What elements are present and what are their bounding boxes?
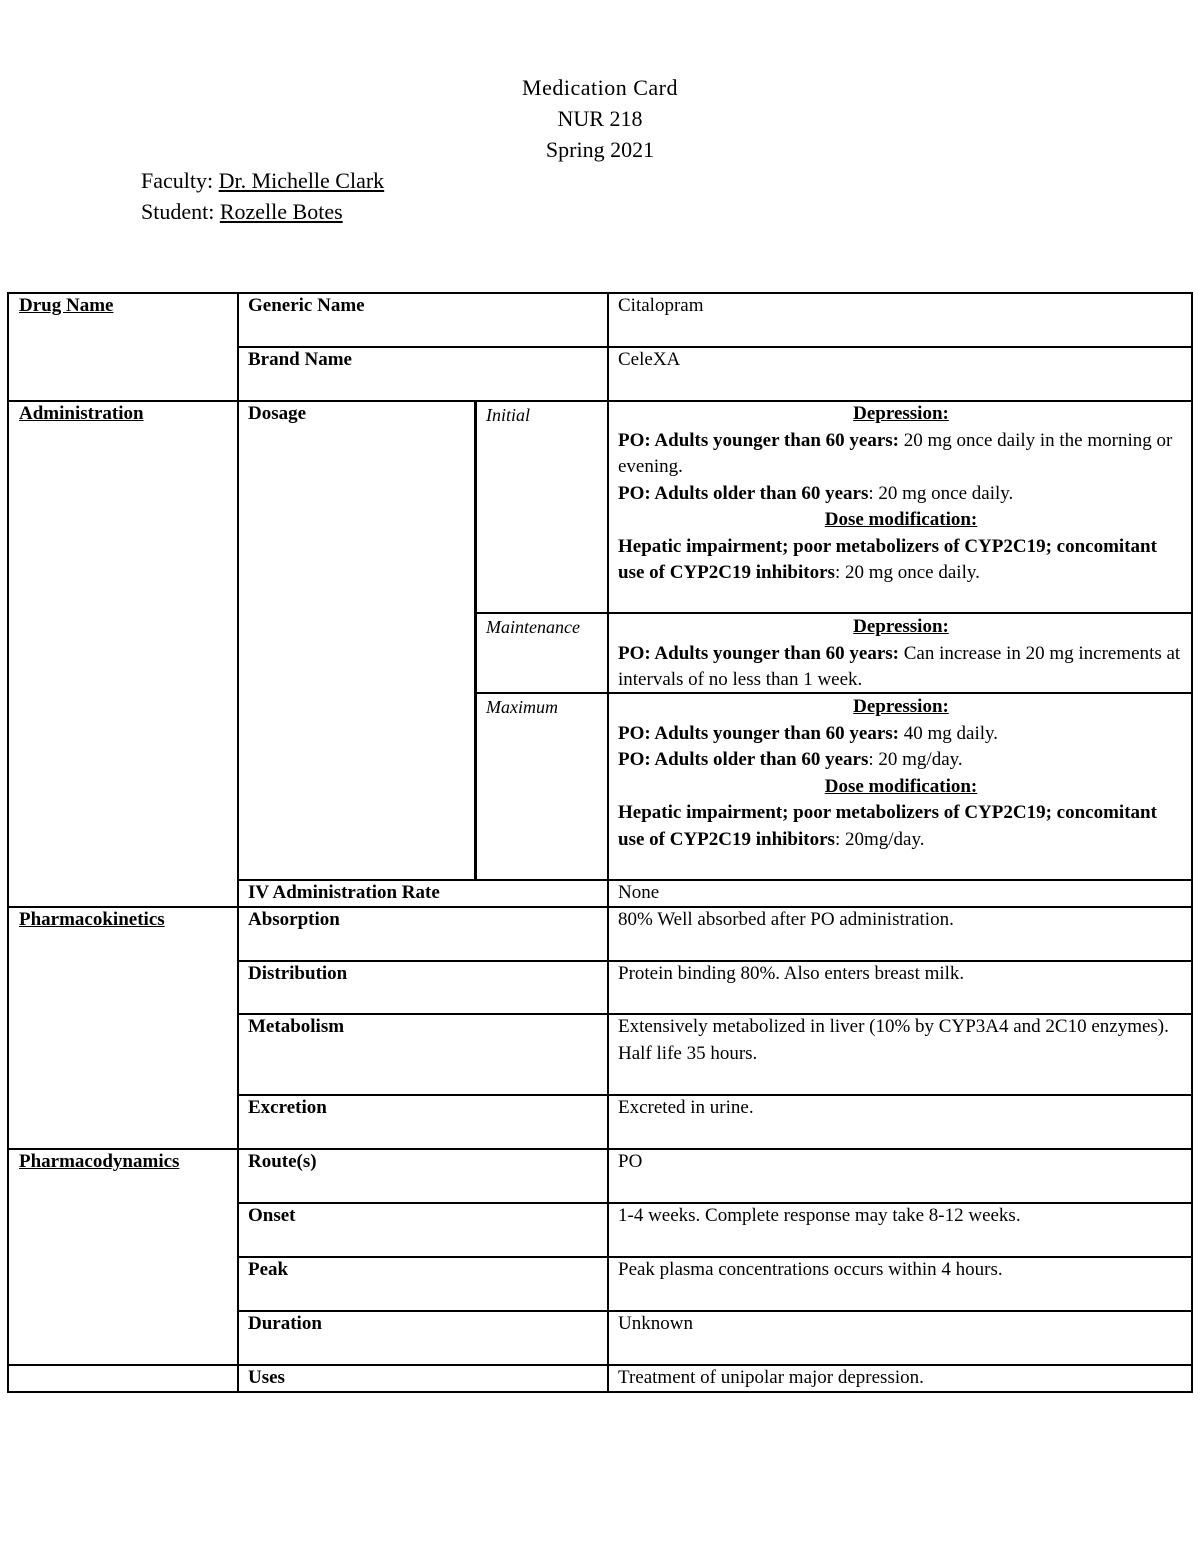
maximum-line-1: PO: Adults younger than 60 years: 40 mg daily.	[618, 722, 999, 744]
iv-rate-label: IV Administration Rate	[248, 882, 440, 903]
initial-label: Initial	[486, 405, 530, 425]
faculty-label: Faculty:	[141, 168, 219, 193]
initial-mod-line: Hepatic impairment; poor metabolizers of CYP2C19; concomitant use of CYP2C19 inhibitors: 20 mg once daily.	[618, 535, 1157, 583]
onset-label: Onset	[248, 1205, 296, 1226]
uses-label: Uses	[248, 1367, 285, 1388]
student-name: Rozelle Botes	[219, 199, 343, 224]
iv-rate-value: None	[618, 882, 660, 903]
maintenance-line-1: PO: Adults younger than 60 years: Can increase in 20 mg increments at intervals of no less than 1 week.	[618, 642, 1181, 690]
maintenance-dosage-text	[618, 614, 1184, 694]
term: Spring 2021	[545, 137, 655, 162]
initial-mod-heading: Dose modification:	[824, 509, 978, 530]
section-pharmacodynamics: Pharmacodynamics	[19, 1151, 180, 1172]
brand-name-value: CeleXA	[618, 349, 681, 370]
distribution-value: Protein binding 80%. Also enters breast milk.	[618, 963, 965, 984]
card-title: Medication Card	[522, 75, 678, 100]
initial-line-2: PO: Adults older than 60 years: 20 mg once daily.	[618, 482, 1014, 504]
uses-value: Treatment of unipolar major depression.	[618, 1367, 924, 1388]
peak-label: Peak	[248, 1259, 289, 1280]
metabolism-value	[618, 1014, 1184, 1067]
metabolism-label: Metabolism	[248, 1016, 345, 1037]
maximum-mod-heading: Dose modification:	[824, 775, 978, 797]
maintenance-label: Maintenance	[486, 617, 580, 637]
student-label: Student:	[141, 199, 220, 224]
duration-label: Duration	[248, 1313, 322, 1334]
section-drug-name: Drug Name	[19, 295, 114, 316]
section-pharmacokinetics: Pharmacokinetics	[19, 909, 165, 930]
maximum-line-2: PO: Adults older than 60 years: 20 mg/day.	[618, 749, 963, 770]
initial-dosage-text	[618, 401, 1184, 587]
generic-name-value: Citalopram	[618, 295, 704, 316]
generic-name-label: Generic Name	[248, 295, 365, 316]
routes-label: Route(s)	[248, 1151, 317, 1172]
peak-value: Peak plasma concentrations occurs within 4 hours.	[618, 1259, 1003, 1280]
maximum-label: Maximum	[486, 697, 558, 717]
excretion-label: Excretion	[248, 1097, 327, 1118]
initial-heading: Depression:	[853, 403, 949, 424]
faculty-name: Dr. Michelle Clark	[218, 168, 385, 193]
initial-line-1: PO: Adults younger than 60 years: 20 mg once daily in the morning or evening.	[618, 429, 1173, 477]
metabolism-text: Extensively metabolized in liver (10% by CYP3A4 and 2C10 enzymes).	[618, 1016, 1169, 1037]
course-code: NUR 218	[557, 106, 643, 131]
duration-value: Unknown	[618, 1313, 693, 1334]
section-administration: Administration	[19, 403, 144, 424]
maximum-mod-line: Hepatic impairment; poor metabolizers of CYP2C19; concomitant use of CYP2C19 inhibitors: 20mg/day.	[618, 802, 1157, 850]
maximum-heading: Depression:	[853, 696, 949, 717]
absorption-value: 80% Well absorbed after PO administration.	[618, 909, 954, 930]
maximum-dosage-text	[618, 694, 1184, 853]
distribution-label: Distribution	[248, 963, 348, 984]
routes-value: PO	[618, 1151, 643, 1172]
excretion-value: Excreted in urine.	[618, 1097, 754, 1118]
maintenance-heading: Depression:	[853, 616, 949, 637]
onset-value: 1-4 weeks. Complete response may take 8-12 weeks.	[618, 1205, 1021, 1226]
half-life-text: Half life 35 hours.	[618, 1042, 758, 1064]
absorption-label: Absorption	[248, 909, 340, 930]
brand-name-label: Brand Name	[248, 349, 352, 370]
dosage-label: Dosage	[248, 403, 307, 424]
